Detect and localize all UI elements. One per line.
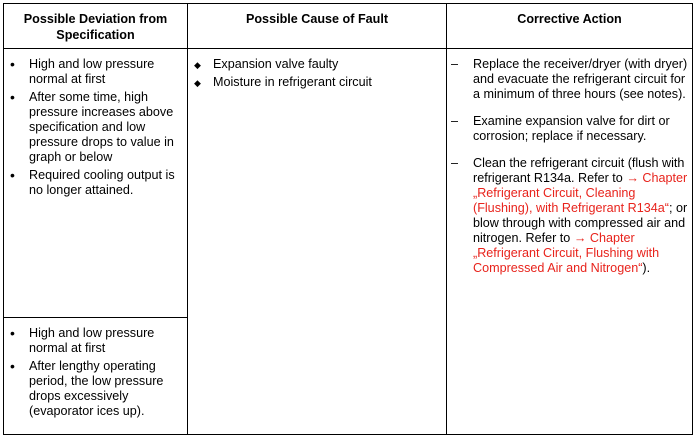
deviation-list-2 [4, 326, 181, 419]
list-item: • High and low pressure normal at first [10, 325, 155, 355]
dash-bullet-icon: – [451, 114, 459, 128]
bullet-icon: • [10, 89, 15, 105]
bullet-icon: • [10, 358, 15, 374]
dash-bullet-icon: – [451, 156, 459, 170]
list-item: • After lengthy operating period, the low pressure drops excessively (evaporator ices up). [10, 358, 164, 418]
cause-list [188, 57, 440, 90]
bullet-icon: • [10, 167, 15, 183]
list-item: • After some time, high pressure increases above specification and low pressure drops to value in graph or below [10, 89, 174, 164]
list-item: ◆ Moisture in refrigerant circuit [194, 75, 372, 89]
deviation-list-1 [4, 57, 181, 198]
bullet-icon: • [10, 325, 15, 341]
chapter-link-cleaning[interactable]: → Chapter „Refrigerant Circuit, Cleaning (Flushing), with Refrigerant R134a“ [473, 171, 688, 215]
header-deviation: Possible Deviation from Specification [4, 4, 188, 49]
chapter-link-flushing[interactable]: → Chapter „Refrigerant Circuit, Flushing with Compressed Air and Nitrogen“ [473, 231, 660, 275]
row-1 [4, 49, 693, 318]
diamond-bullet-icon: ◆ [194, 78, 201, 88]
list-item: • Required cooling output is no longer attained. [10, 167, 175, 197]
cause-cell [188, 49, 447, 435]
deviation-cell-1 [4, 49, 188, 318]
list-item: • High and low pressure normal at first [10, 56, 155, 86]
header-action: Corrective Action [447, 4, 693, 49]
deviation-cell-2 [4, 318, 188, 435]
header-row [4, 4, 693, 49]
diamond-bullet-icon: ◆ [194, 60, 201, 70]
list-item: – Clean the refrigerant circuit (flush with refrigerant R134a. Refer to → Chapter „Refrigerant Circuit, Cleaning (Flushing), with Refrigerant R134a“; or blow through with compressed air and nitrogen. Refer to → Chapter „Refrigerant Circuit, Flushing with Compressed Air and Nitrogen“). [451, 156, 688, 275]
action-cell [447, 49, 693, 435]
list-item: – Replace the receiver/dryer (with dryer) and evacuate the refrigerant circuit for a minimum of three hours (see notes). [451, 57, 688, 101]
list-item: – Examine expansion valve for dirt or corrosion; replace if necessary. [451, 114, 670, 143]
bullet-icon: • [10, 56, 15, 72]
dash-bullet-icon: – [451, 57, 459, 71]
header-cause: Possible Cause of Fault [188, 4, 447, 49]
fault-table [3, 3, 693, 435]
action-list [447, 57, 688, 276]
list-item: ◆ Expansion valve faulty [194, 57, 339, 71]
